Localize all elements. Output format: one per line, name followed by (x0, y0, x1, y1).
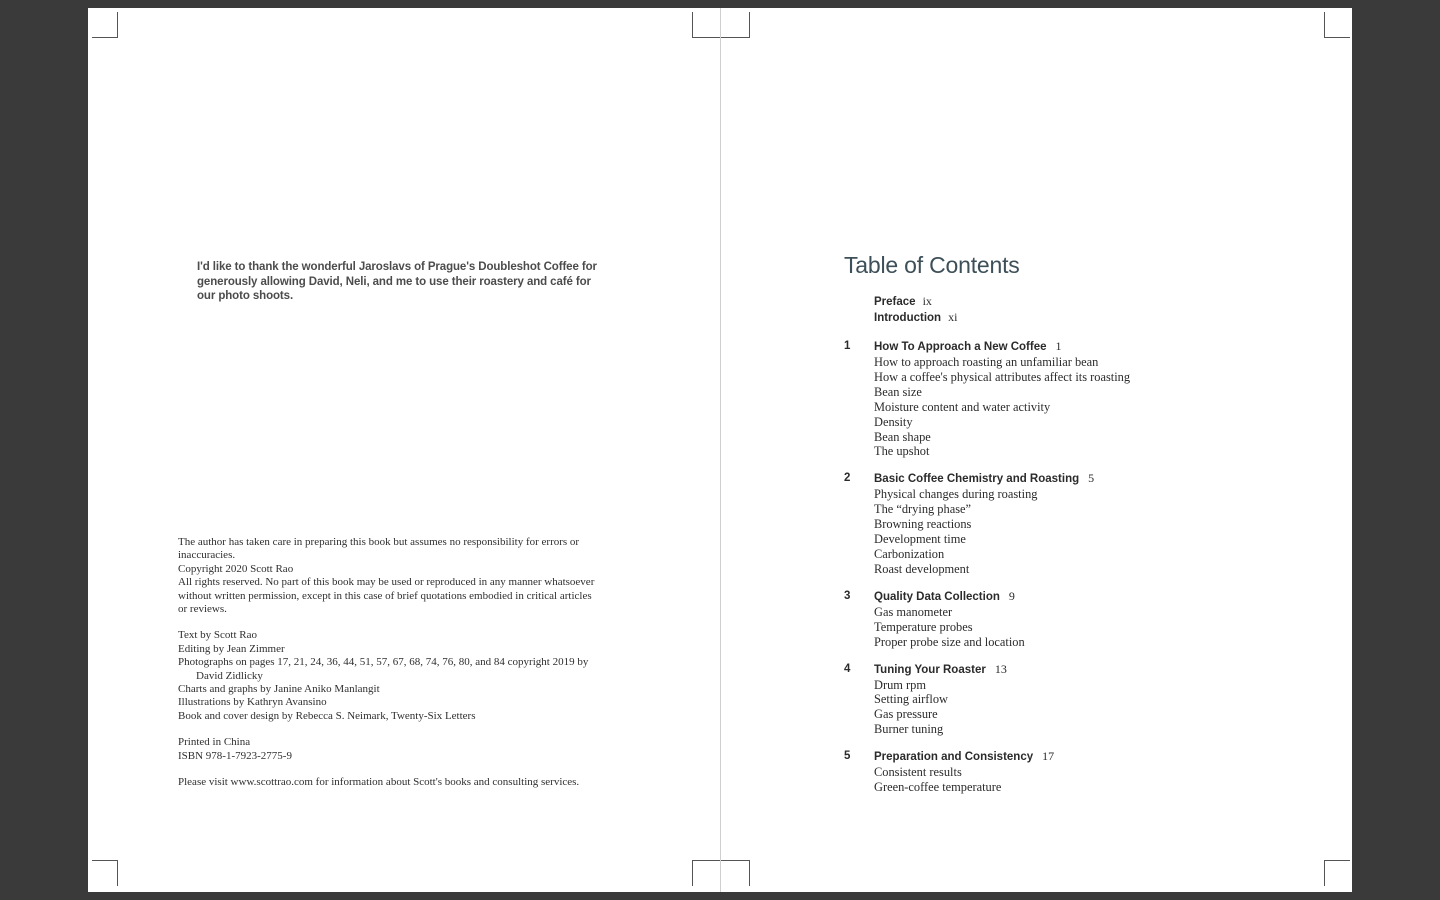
toc-entry-page: ix (922, 294, 932, 308)
toc-chapter-page: 1 (1055, 339, 1062, 353)
toc-chapter-number: 3 (844, 589, 851, 602)
spacer (178, 616, 598, 629)
toc-sub-item[interactable]: Physical changes during roasting (874, 487, 1038, 502)
toc-chapter-heading[interactable] (844, 589, 1274, 605)
toc-chapter-number: 1 (844, 340, 851, 352)
toc-chapter-heading[interactable] (844, 749, 1274, 765)
toc-sub-item[interactable]: How to approach roasting an unfamiliar bean (874, 355, 1099, 369)
toc-sub-item[interactable]: Setting airflow (874, 692, 948, 707)
toc-chapter-title: Quality Data Collection (874, 590, 1000, 603)
toc-chapter-number: 2 (844, 472, 851, 485)
toc-chapter (844, 339, 1274, 459)
toc-chapter (844, 662, 1274, 738)
right-page-toc (720, 8, 1352, 892)
toc-chapter-number: 4 (844, 662, 851, 675)
rights-text: All rights reserved. No part of this book may be used or reproduced in any manner whatsoever without written permission, except in this case of brief quotations embodied in critical articles or reviews. (178, 576, 595, 616)
toc-sub-item[interactable]: Green-coffee temperature (874, 780, 1002, 795)
spacer (178, 723, 598, 736)
toc-chapter-page: 5 (1088, 471, 1095, 486)
toc-sub-item[interactable]: Temperature probes (874, 619, 973, 634)
toc-entry-label: Preface (874, 296, 916, 308)
toc-entry-label: Introduction (874, 312, 942, 324)
credit-editing: Editing by Jean Zimmer (178, 642, 285, 655)
toc-front-matter (844, 294, 1274, 326)
toc-sub-item[interactable]: Carbonization (874, 546, 945, 561)
toc-sub-item[interactable]: The upshot (874, 444, 930, 459)
toc-sub-item[interactable]: Density (874, 414, 913, 429)
printed-in-text: Printed in China (178, 736, 251, 749)
credit-illustrations: Illustrations by Kathryn Avansino (178, 696, 327, 709)
toc-sub-item[interactable]: Gas pressure (874, 707, 938, 722)
toc-chapter-heading[interactable] (844, 339, 1274, 355)
toc-sub-item[interactable]: The “drying phase” (874, 502, 972, 517)
toc-sub-item[interactable]: Moisture content and water activity (874, 399, 1051, 414)
toc-sub-item[interactable]: Roast development (874, 561, 970, 576)
credit-photographs: Photographs on pages 17, 21, 24, 36, 44, 51, 57, 67, 68, 74, 76, 80, and 84 copyright 2019 by (178, 656, 589, 669)
toc-sub-item[interactable]: Bean shape (874, 429, 931, 444)
disclaimer-text: The author has taken care in preparing this book but assumes no responsibility for errors or inaccuracies. (178, 536, 580, 562)
toc-chapter-title: Tuning Your Roaster (874, 663, 986, 676)
toc-sub-item[interactable]: Development time (874, 532, 966, 547)
toc-chapter-page: 17 (1042, 749, 1055, 764)
toc-chapter-page: 13 (994, 661, 1007, 676)
toc-sub-item[interactable]: How a coffee's physical attributes affect its roasting (874, 369, 1131, 384)
credit-design: Book and cover design by Rebecca S. Neimark, Twenty-Six Letters (178, 709, 476, 722)
toc-chapter (844, 749, 1274, 795)
colophon-block (178, 536, 598, 790)
toc-sub-item[interactable]: Browning reactions (874, 517, 972, 532)
toc-sub-item[interactable]: Bean size (874, 384, 922, 399)
isbn-text: ISBN 978-1-7923-2775-9 (178, 749, 292, 762)
toc-entry-page: xi (948, 310, 958, 324)
copyright-text: Copyright 2020 Scott Rao (178, 562, 294, 575)
acknowledgment-text: I'd like to thank the wonderful Jaroslavs of Prague's Doubleshot Coffee for generously allowing David, Neli, and me to use their roastery and café for our photo shoots. (197, 261, 597, 303)
page-spread (88, 8, 1352, 892)
toc-chapter-heading[interactable] (844, 662, 1274, 678)
toc-chapter-title: Basic Coffee Chemistry and Roasting (874, 473, 1080, 486)
left-page-copyright (88, 8, 720, 892)
toc-chapter (844, 471, 1274, 576)
toc-sub-item[interactable]: Gas manometer (874, 604, 953, 619)
spacer (178, 763, 598, 776)
toc-sub-item[interactable]: Proper probe size and location (874, 634, 1025, 649)
toc-chapter-title: How To Approach a New Coffee (874, 341, 1047, 353)
toc-entry-introduction[interactable] (844, 310, 1274, 326)
page-title: Table of Contents (844, 252, 1020, 278)
credit-text: Text by Scott Rao (178, 629, 257, 642)
website-note-text: Please visit www.scottrao.com for information about Scott's books and consulting services. (178, 776, 580, 789)
toc-chapter-title: Preparation and Consistency (874, 751, 1034, 764)
toc-chapter (844, 589, 1274, 650)
toc-sub-item[interactable]: Consistent results (874, 765, 962, 780)
toc-list (844, 294, 1274, 807)
credit-charts: Charts and graphs by Janine Aniko Manlangit (178, 683, 380, 696)
toc-sub-item[interactable]: Burner tuning (874, 722, 944, 737)
toc-chapter-number: 5 (844, 750, 851, 763)
credit-photographer: David Zidlicky (196, 669, 263, 682)
toc-sub-item[interactable]: Drum rpm (874, 677, 926, 692)
toc-chapter-page: 9 (1008, 588, 1015, 603)
toc-chapter-heading[interactable] (844, 471, 1274, 487)
toc-entry-preface[interactable] (844, 294, 1274, 310)
